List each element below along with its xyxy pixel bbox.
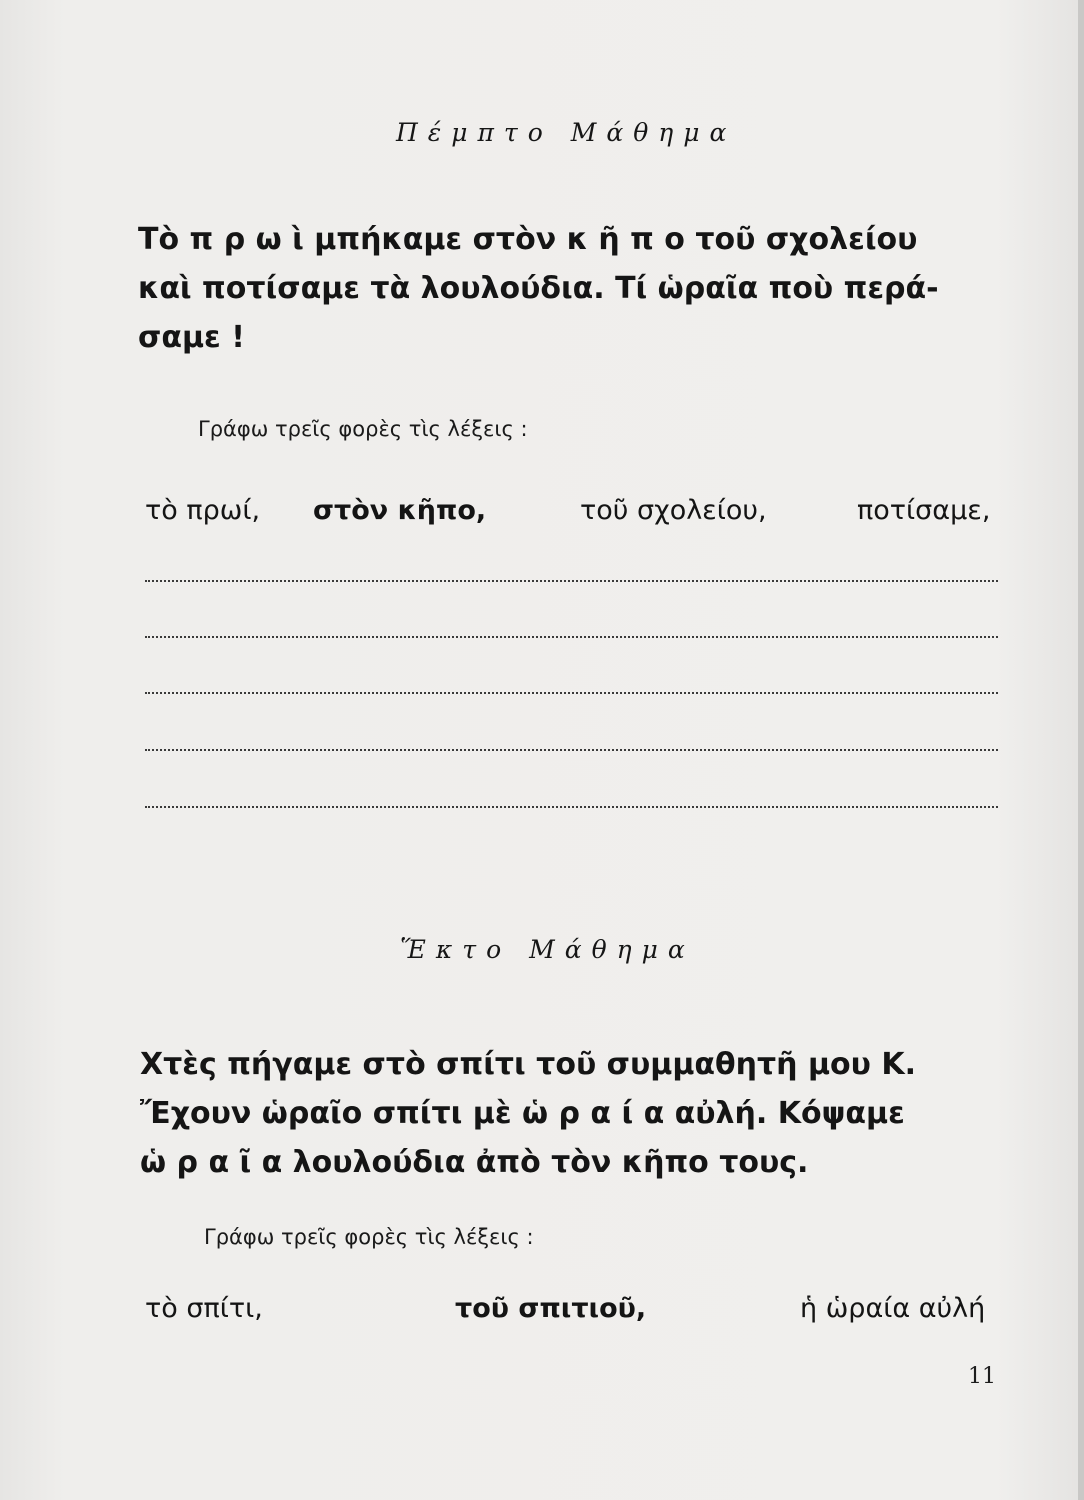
page-edge [1078,0,1084,1500]
lesson5-word-list [0,495,1084,535]
writing-line-1[interactable] [145,580,998,582]
lesson5-text-line-3: σαμε ! [138,320,245,355]
lesson6-text-line-3: ὡ ρ α ῖ α λουλούδια ἀπὸ τὸν κῆπο τους. [140,1145,809,1180]
writing-line-2[interactable] [145,636,998,638]
lesson6-title: Ἕκτο Μάθημα [400,935,695,964]
page-number: 11 [968,1364,996,1389]
lesson6-word-1: τὸ σπίτι, [145,1293,263,1324]
lesson5-text-line-2: καὶ ποτίσαμε τὰ λουλούδια. Τί ὡραῖα ποὺ περά- [138,271,939,306]
lesson5-word-2: στὸν κῆπο, [313,495,487,526]
lesson6-reading-text [140,1040,916,1187]
lesson5-text-line-1: Τὸ π ρ ω ὶ μπήκαμε στὸν κ ῆ π ο τοῦ σχολείου [138,222,918,257]
lesson6-text-line-1: Χτὲς πήγαμε στὸ σπίτι τοῦ συμμαθητῆ μου Κ. [140,1047,916,1082]
writing-line-3[interactable] [145,692,998,694]
writing-line-4[interactable] [145,749,998,751]
lesson5-word-3: τοῦ σχολείου, [580,495,767,526]
lesson6-instruction: Γράφω τρεῖς φορὲς τὶς λέξεις : [204,1225,534,1249]
lesson5-word-1: τὸ πρωί, [145,495,261,526]
lesson6-word-3: ἡ ὡραία αὐλή [800,1293,986,1324]
lesson5-word-4: ποτίσαμε, [857,495,991,526]
lesson5-reading-text [138,215,939,362]
lesson5-instruction: Γράφω τρεῖς φορὲς τὶς λέξεις : [198,417,528,441]
lesson6-text-line-2: Ἔχουν ὡραῖο σπίτι μὲ ὡ ρ α ί α αὐλή. Κόψαμε [140,1096,905,1131]
lesson6-word-2: τοῦ σπιτιοῦ, [455,1293,647,1324]
lesson6-word-list [0,1293,1084,1333]
lesson5-title: Πέμπτο Μάθημα [396,118,737,147]
writing-line-5[interactable] [145,806,998,808]
